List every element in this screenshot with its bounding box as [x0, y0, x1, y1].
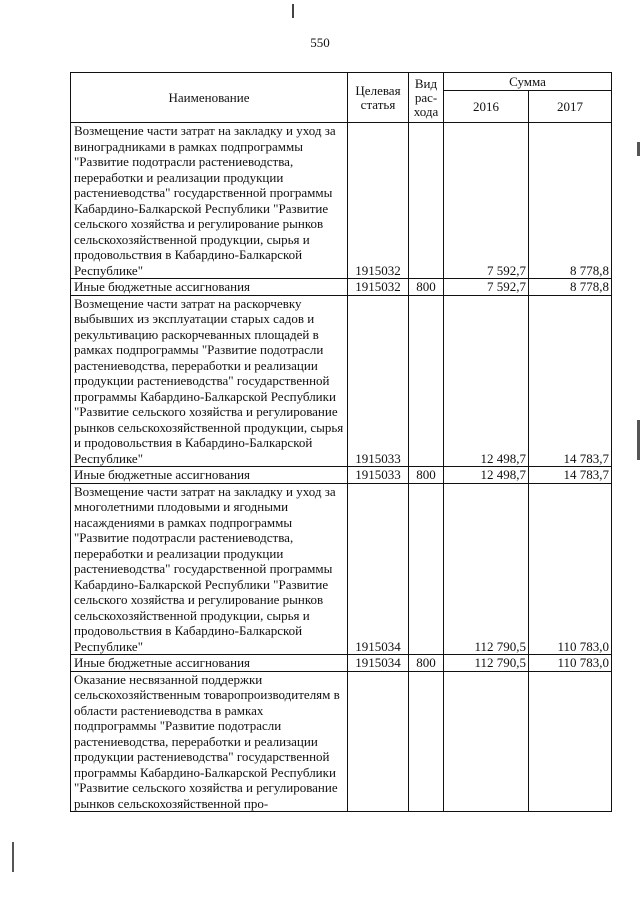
row-2016: 12 498,7	[444, 295, 529, 467]
scan-mark	[12, 842, 14, 872]
table-row	[71, 123, 612, 279]
page-number: 550	[310, 35, 330, 50]
row-2016: 112 790,5	[444, 655, 529, 672]
row-code: 1915032	[348, 123, 409, 279]
table-row	[71, 467, 612, 484]
row-2017: 14 783,7	[529, 295, 612, 467]
header-year-2017: 2017	[529, 91, 612, 123]
row-2017	[529, 671, 612, 812]
row-vid: 800	[409, 655, 444, 672]
row-2017: 110 783,0	[529, 483, 612, 655]
row-name: Иные бюджетные ассигнования	[71, 655, 348, 672]
row-2016: 7 592,7	[444, 123, 529, 279]
row-vid: 800	[409, 467, 444, 484]
header-year-2016: 2016	[444, 91, 529, 123]
row-name: Возмещение части затрат на закладку и уход за виноградниками в рамках подпрограммы "Развитие подотрасли растениеводства, переработки и реализации продукции растениеводства" государственной программы Кабардино-Балкарской Республики "Развитие сельского хозяйства и регулирование рынков сельскохозяйственной продукции, сырья и продовольствия в Кабардино-Балкарской Республике"	[71, 123, 348, 279]
row-2016: 7 592,7	[444, 279, 529, 296]
row-code: 1915032	[348, 279, 409, 296]
row-vid: 800	[409, 279, 444, 296]
row-name: Иные бюджетные ассигнования	[71, 467, 348, 484]
budget-table	[70, 72, 612, 812]
table-row	[71, 671, 612, 812]
row-name: Возмещение части затрат на закладку и уход за многолетними плодовыми и ягодными насаждениями в рамках подпрограммы "Развитие подотрасли растениеводства, переработки и реализации продукции растениеводства" государственной программы Кабардино-Балкарской Республики "Развитие сельского хозяйства и регулирование рынков сельскохозяйственной продукции, сырья и продовольствия в Кабардино-Балкарской Республике"	[71, 483, 348, 655]
row-2017: 110 783,0	[529, 655, 612, 672]
scan-mark	[292, 4, 294, 18]
row-vid	[409, 671, 444, 812]
row-code: 1915034	[348, 483, 409, 655]
row-code: 1915033	[348, 295, 409, 467]
table-row	[71, 295, 612, 467]
row-2017: 8 778,8	[529, 123, 612, 279]
row-name: Возмещение части затрат на раскорчевку выбывших из эксплуатации старых садов и рекультивацию раскорчеванных площадей в рамках подпрограммы "Развитие подотрасли растениеводства, переработки и реализации продукции растениеводства" государственной программы Кабардино-Балкарской Республики "Развитие сельского хозяйства и регулирование рынков сельскохозяйственной продукции, сырья и продовольствия в Кабардино-Балкарской Республике"	[71, 295, 348, 467]
row-2016	[444, 671, 529, 812]
row-2016: 112 790,5	[444, 483, 529, 655]
row-name: Оказание несвязанной поддержки сельскохозяйственным товаропроизводителям в области растениеводства в рамках подпрограммы "Развитие подотрасли растениеводства, переработки и реализации продукции растениеводства" государственной программы Кабардино-Балкарской Республики "Развитие сельского хозяйства и регулирование рынков сельскохозяйственной про-	[71, 671, 348, 812]
header-target: Целевая статья	[348, 73, 409, 123]
row-name: Иные бюджетные ассигнования	[71, 279, 348, 296]
row-code: 1915033	[348, 467, 409, 484]
row-code: 1915034	[348, 655, 409, 672]
row-vid	[409, 295, 444, 467]
row-vid	[409, 483, 444, 655]
header-summa: Сумма	[444, 73, 612, 91]
row-2017: 8 778,8	[529, 279, 612, 296]
header-vid: Вид рас-хода	[409, 73, 444, 123]
table-row	[71, 279, 612, 296]
row-vid	[409, 123, 444, 279]
row-2016: 12 498,7	[444, 467, 529, 484]
row-2017: 14 783,7	[529, 467, 612, 484]
row-code	[348, 671, 409, 812]
table-row	[71, 483, 612, 655]
table-row	[71, 655, 612, 672]
header-name: Наименование	[71, 73, 348, 123]
